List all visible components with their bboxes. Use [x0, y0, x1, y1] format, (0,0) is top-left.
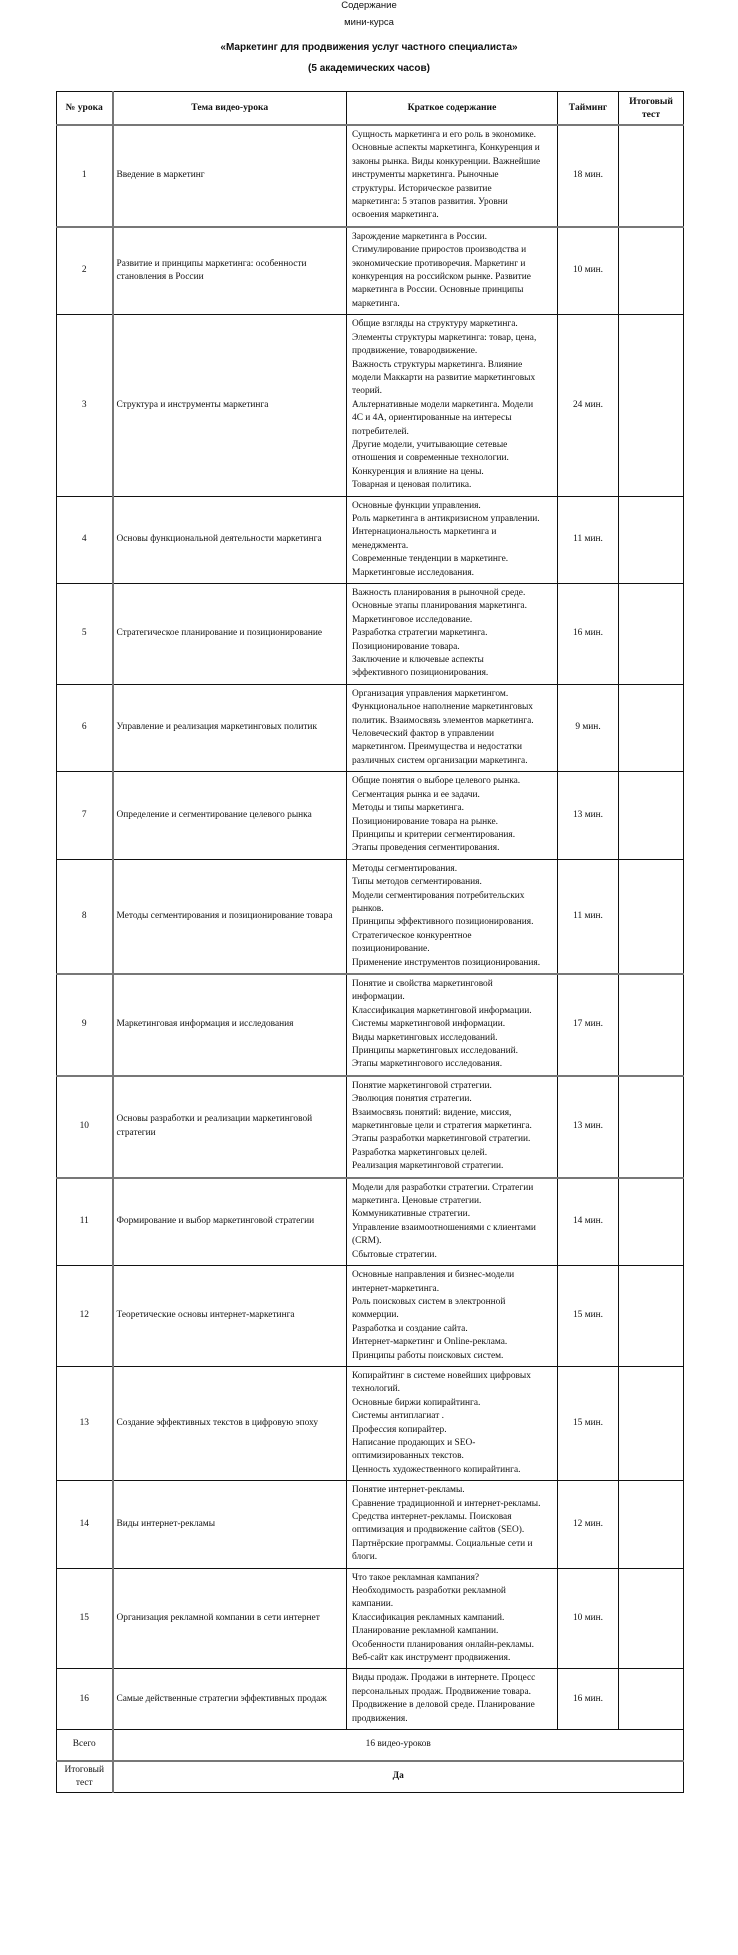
lesson-topic: Определение и сегментирование целевого рынка: [113, 772, 347, 859]
table-row: [57, 1076, 684, 1178]
lesson-timing: 10 мин.: [558, 1568, 619, 1669]
summary-line: персональных продаж. Продвижение товара.: [352, 1686, 531, 1697]
summary-line: маркетинга в России. Основные принципы: [352, 285, 524, 296]
table-row: [57, 315, 684, 496]
lesson-summary: [347, 859, 558, 974]
summary-line: освоения маркетинга.: [352, 210, 439, 221]
lesson-final-test: [619, 125, 684, 227]
lesson-timing: 24 мин.: [558, 315, 619, 496]
lesson-final-test: [619, 1366, 684, 1480]
table-row: [57, 684, 684, 771]
summary-line: 4С и 4А, ориентированные на интересы: [352, 413, 512, 424]
lesson-number: 6: [57, 684, 113, 771]
summary-line: рынков.: [352, 903, 384, 914]
lesson-timing: 11 мин.: [558, 496, 619, 583]
summary-line: Принципы эффективного позиционирования.: [352, 917, 534, 928]
summary-line: Стратегическое конкурентное: [352, 930, 472, 941]
lesson-number: 3: [57, 315, 113, 496]
doc-heading-line2: мини-курса: [344, 17, 394, 28]
summary-line: Принципы работы поисковых систем.: [352, 1350, 504, 1361]
summary-line: Системы маркетинговой информации.: [352, 1019, 506, 1030]
summary-line: Сравнение традиционной и интернет-рекламы.: [352, 1498, 541, 1509]
summary-line: Интернациональность маркетинга и: [352, 527, 497, 538]
summary-line: Продвижение в деловой среде. Планирование: [352, 1700, 535, 1711]
summary-line: Этапы проведения сегментирования.: [352, 843, 500, 854]
summary-line: продвижение, товародвижение.: [352, 346, 478, 357]
lesson-number: 1: [57, 125, 113, 227]
lesson-summary: [347, 772, 558, 859]
summary-line: Написание продающих и SEO-: [352, 1437, 476, 1448]
table-row: [57, 1481, 684, 1568]
lesson-number: 11: [57, 1178, 113, 1266]
course-title: «Маркетинг для продвижения услуг частного специалиста»: [220, 42, 518, 53]
lesson-summary: [347, 974, 558, 1076]
summary-line: Человеческий фактор в управлении: [352, 729, 494, 740]
lesson-final-test: [619, 1568, 684, 1669]
lesson-topic: Основы разработки и реализации маркетинговой стратегии: [113, 1076, 347, 1178]
summary-line: Что такое рекламная кампания?: [352, 1572, 480, 1583]
summary-line: Понятие маркетинговой стратегии.: [352, 1080, 492, 1091]
summary-line: Маркетинговое исследование.: [352, 614, 473, 625]
lesson-final-test: [619, 1266, 684, 1367]
lesson-final-test: [619, 496, 684, 583]
lesson-final-test: [619, 772, 684, 859]
summary-line: Основные биржи копирайтинга.: [352, 1397, 481, 1408]
lesson-final-test: [619, 1481, 684, 1568]
summary-line: Принципы маркетинговых исследований.: [352, 1046, 518, 1056]
lesson-final-test: [619, 315, 684, 496]
table-row: [57, 125, 684, 227]
doc-heading-line1: Содержание: [341, 0, 397, 11]
summary-line: Сегментация рынка и ее задачи.: [352, 789, 480, 800]
lesson-final-test: [619, 684, 684, 771]
lesson-topic: Создание эффективных текстов в цифровую эпоху: [113, 1366, 347, 1480]
summary-line: политик. Взаимосвязь элементов маркетинга.: [352, 715, 534, 726]
summary-line: Общие взгляды на структуру маркетинга.: [352, 319, 518, 330]
summary-line: потребителей.: [352, 426, 409, 437]
summary-line: блоги.: [352, 1552, 378, 1563]
col-header-number: № урока: [57, 92, 113, 126]
summary-line: Позиционирование товара.: [352, 641, 460, 652]
summary-line: Этапы маркетингового исследования.: [352, 1059, 503, 1070]
summary-line: эффективного позиционирования.: [352, 668, 489, 679]
summary-line: Этапы разработки маркетинговой стратегии.: [352, 1134, 531, 1145]
table-row: [57, 859, 684, 974]
lesson-number: 10: [57, 1076, 113, 1178]
lesson-topic: Виды интернет-рекламы: [113, 1481, 347, 1568]
summary-line: модели Маккарти на развитие маркетинговых: [352, 372, 536, 383]
summary-line: (CRM).: [352, 1236, 382, 1247]
table-row: [57, 1178, 684, 1266]
lesson-number: 13: [57, 1366, 113, 1480]
lesson-summary: [347, 1669, 558, 1730]
summary-line: Разработка маркетинговых целей.: [352, 1147, 488, 1158]
final-test-row: [57, 1761, 684, 1793]
course-contents-table: [56, 91, 684, 1793]
summary-line: Методы и типы маркетинга.: [352, 803, 464, 814]
summary-line: Планирование рекламной кампании.: [352, 1626, 499, 1637]
lesson-final-test: [619, 584, 684, 685]
lesson-timing: 12 мин.: [558, 1481, 619, 1568]
lesson-number: 12: [57, 1266, 113, 1367]
lesson-summary: [347, 1076, 558, 1178]
summary-line: Конкуренция и влияние на цены.: [352, 466, 484, 477]
summary-line: кампании.: [352, 1599, 394, 1610]
lesson-summary: [347, 684, 558, 771]
summary-line: конкуренция на российском рынке. Развитие: [352, 272, 531, 283]
summary-line: Роль маркетинга в антикризисном управлении.: [352, 513, 540, 524]
lesson-summary: [347, 315, 558, 496]
summary-line: Важность структуры маркетинга. Влияние: [352, 359, 523, 370]
table-row: [57, 772, 684, 859]
lesson-number: 9: [57, 974, 113, 1076]
lesson-number: 15: [57, 1568, 113, 1669]
lesson-summary: [347, 125, 558, 227]
final-test-value: Да: [113, 1761, 684, 1793]
table-row: [57, 1669, 684, 1730]
summary-line: Копирайтинг в системе новейших цифровых: [352, 1370, 531, 1381]
summary-line: информации.: [352, 992, 405, 1003]
lesson-topic: Стратегическое планирование и позиционирование: [113, 584, 347, 685]
table-header-row: [57, 92, 684, 126]
total-row: [57, 1730, 684, 1762]
lesson-summary: [347, 584, 558, 685]
summary-line: Основные этапы планирования маркетинга.: [352, 601, 527, 612]
summary-line: маркетинговые цели и стратегия маркетинга.: [352, 1121, 532, 1132]
summary-line: Понятие и свойства маркетинговой: [352, 978, 493, 989]
summary-line: Сущность маркетинга и его роль в экономике.: [352, 130, 536, 140]
summary-line: интернет-маркетинга.: [352, 1283, 440, 1294]
summary-line: Ценность художественного копирайтинга.: [352, 1464, 521, 1475]
lesson-summary: [347, 1366, 558, 1480]
lesson-timing: 14 мин.: [558, 1178, 619, 1266]
lesson-topic: Введение в маркетинг: [113, 125, 347, 227]
summary-line: Альтернативные модели маркетинга. Модели: [352, 399, 534, 410]
summary-line: маркетинга. Ценовые стратегии.: [352, 1196, 482, 1207]
summary-line: Современные тенденции в маркетинге.: [352, 554, 509, 565]
summary-line: Особенности планирования онлайн-рекламы.: [352, 1639, 534, 1650]
lesson-timing: 17 мин.: [558, 974, 619, 1076]
lesson-final-test: [619, 859, 684, 974]
summary-line: Типы методов сегментирования.: [352, 877, 482, 888]
lesson-topic: Структура и инструменты маркетинга: [113, 315, 347, 496]
lesson-topic: Маркетинговая информация и исследования: [113, 974, 347, 1076]
summary-line: Веб-сайт как инструмент продвижения.: [352, 1653, 511, 1664]
lesson-topic: Самые действенные стратегии эффективных продаж: [113, 1669, 347, 1730]
summary-line: Зарождение маркетинга в России.: [352, 231, 487, 242]
lesson-timing: 13 мин.: [558, 772, 619, 859]
summary-line: Основные аспекты маркетинга, Конкуренция и: [352, 143, 540, 154]
summary-line: Профессия копирайтер.: [352, 1424, 447, 1435]
course-hours: (5 академических часов): [308, 63, 430, 74]
lesson-summary: [347, 227, 558, 315]
summary-line: Эволюция понятия стратегии.: [352, 1094, 472, 1105]
lesson-timing: 15 мин.: [558, 1366, 619, 1480]
lesson-summary: [347, 1481, 558, 1568]
summary-line: Функциональное наполнение маркетинговых: [352, 702, 533, 713]
summary-line: продвижения.: [352, 1713, 408, 1724]
final-test-label: Итоговый тест: [57, 1761, 113, 1793]
lesson-topic: Формирование и выбор маркетинговой стратегии: [113, 1178, 347, 1266]
summary-line: Взаимосвязь понятий: видение, миссия,: [352, 1107, 512, 1118]
lesson-number: 14: [57, 1481, 113, 1568]
summary-line: Разработка стратегии маркетинга.: [352, 628, 488, 639]
lesson-topic: Организация рекламной компании в сети интернет: [113, 1568, 347, 1669]
summary-line: Позиционирование товара на рынке.: [352, 816, 498, 827]
summary-line: оптимизированных текстов.: [352, 1451, 464, 1462]
lesson-timing: 18 мин.: [558, 125, 619, 227]
lesson-topic: Теоретические основы интернет-маркетинга: [113, 1266, 347, 1367]
summary-line: Понятие интернет-рекламы.: [352, 1485, 465, 1496]
summary-line: маркетинга.: [352, 298, 400, 309]
summary-line: Основные направления и бизнес-модели: [352, 1270, 515, 1281]
summary-line: Партнёрские программы. Социальные сети и: [352, 1538, 533, 1549]
summary-line: оптимизация и продвижение сайтов (SEO).: [352, 1525, 525, 1536]
lesson-number: 16: [57, 1669, 113, 1730]
lesson-final-test: [619, 1076, 684, 1178]
lesson-topic: Методы сегментирования и позиционирование товара: [113, 859, 347, 974]
lesson-timing: 13 мин.: [558, 1076, 619, 1178]
col-header-final-test: Итоговый тест: [619, 92, 684, 126]
summary-line: Виды продаж. Продажи в интернете. Процесс: [352, 1673, 536, 1684]
summary-line: Заключение и ключевые аспекты: [352, 655, 484, 666]
table-row: [57, 584, 684, 685]
summary-line: Средства интернет-рекламы. Поисковая: [352, 1512, 512, 1522]
lesson-topic: Управление и реализация маркетинговых политик: [113, 684, 347, 771]
table-row: [57, 1568, 684, 1669]
summary-line: Важность планирования в рыночной среде.: [352, 588, 526, 598]
col-header-summary: Краткое содержание: [347, 92, 558, 126]
summary-line: Виды маркетинговых исследований.: [352, 1032, 498, 1043]
summary-line: Общие понятия о выборе целевого рынка.: [352, 776, 521, 787]
lesson-number: 4: [57, 496, 113, 583]
lesson-topic: Развитие и принципы маркетинга: особенности становления в России: [113, 227, 347, 315]
table-row: [57, 1266, 684, 1367]
summary-line: Товарная и ценовая политика.: [352, 480, 472, 491]
summary-line: Интернет-маркетинг и Online-реклама.: [352, 1337, 508, 1348]
summary-line: маркетинга: 5 этапов развития. Уровни: [352, 197, 508, 208]
summary-line: Сбытовые стратегии.: [352, 1249, 437, 1260]
summary-line: позиционирование.: [352, 944, 430, 955]
lesson-number: 2: [57, 227, 113, 315]
lesson-final-test: [619, 1178, 684, 1266]
summary-line: Модели для разработки стратегии. Стратегии: [352, 1182, 534, 1193]
summary-line: структуры. Историческое развитие: [352, 183, 492, 194]
lesson-timing: 15 мин.: [558, 1266, 619, 1367]
lesson-timing: 16 мин.: [558, 1669, 619, 1730]
lesson-timing: 10 мин.: [558, 227, 619, 315]
lesson-number: 5: [57, 584, 113, 685]
summary-line: Применение инструментов позиционирования.: [352, 957, 541, 968]
summary-line: Модели сегментирования потребительских: [352, 890, 525, 901]
table-row: [57, 496, 684, 583]
summary-line: Классификация рекламных кампаний.: [352, 1612, 505, 1623]
summary-line: маркетингом. Преимущества и недостатки: [352, 742, 523, 753]
summary-line: Принципы и критерии сегментирования.: [352, 829, 516, 840]
summary-line: теорий.: [352, 386, 383, 397]
summary-line: Классификация маркетинговой информации.: [352, 1005, 532, 1016]
summary-line: различных систем организации маркетинга.: [352, 755, 528, 766]
lesson-final-test: [619, 227, 684, 315]
summary-line: Управление взаимоотношениями с клиентами: [352, 1222, 536, 1233]
table-row: [57, 227, 684, 315]
summary-line: Методы сегментирования.: [352, 863, 458, 874]
lesson-number: 8: [57, 859, 113, 974]
lesson-summary: [347, 496, 558, 583]
total-value: 16 видео-уроков: [113, 1730, 684, 1762]
summary-line: Роль поисковых систем в электронной: [352, 1296, 506, 1307]
summary-line: Реализация маркетинговой стратегии.: [352, 1161, 504, 1172]
lesson-timing: 16 мин.: [558, 584, 619, 685]
summary-line: Стимулирование приростов производства и: [352, 245, 527, 256]
summary-line: экономические противоречия. Маркетинг и: [352, 258, 526, 269]
lesson-summary: [347, 1568, 558, 1669]
summary-line: инструменты маркетинга. Рыночные: [352, 170, 499, 181]
summary-line: Другие модели, учитывающие сетевые: [352, 439, 508, 450]
summary-line: Элементы структуры маркетинга: товар, цена,: [352, 332, 537, 343]
table-row: [57, 1366, 684, 1480]
summary-line: технологий.: [352, 1384, 400, 1395]
summary-line: Необходимость разработки рекламной: [352, 1586, 506, 1597]
summary-line: коммерции.: [352, 1310, 399, 1321]
col-header-timing: Тайминг: [558, 92, 619, 126]
summary-line: Разработка и создание сайта.: [352, 1323, 468, 1334]
lesson-timing: 9 мин.: [558, 684, 619, 771]
summary-line: отношения и современные технологии.: [352, 453, 509, 464]
table-row: [57, 974, 684, 1076]
summary-line: менеджмента.: [352, 540, 409, 551]
lesson-summary: [347, 1266, 558, 1367]
col-header-topic: Тема видео-урока: [113, 92, 347, 126]
summary-line: Системы антиплагиат .: [352, 1411, 444, 1422]
lesson-final-test: [619, 1669, 684, 1730]
total-label: Всего: [57, 1730, 113, 1762]
summary-line: Организация управления маркетингом.: [352, 688, 509, 699]
lesson-final-test: [619, 974, 684, 1076]
summary-line: Основные функции управления.: [352, 500, 481, 511]
summary-line: Коммуникативные стратегии.: [352, 1209, 471, 1220]
lesson-timing: 11 мин.: [558, 859, 619, 974]
lesson-topic: Основы функциональной деятельности маркетинга: [113, 496, 347, 583]
summary-line: Маркетинговые исследования.: [352, 567, 474, 578]
lesson-summary: [347, 1178, 558, 1266]
lesson-number: 7: [57, 772, 113, 859]
summary-line: законы рынка. Виды конкуренции. Важнейшие: [352, 156, 541, 167]
